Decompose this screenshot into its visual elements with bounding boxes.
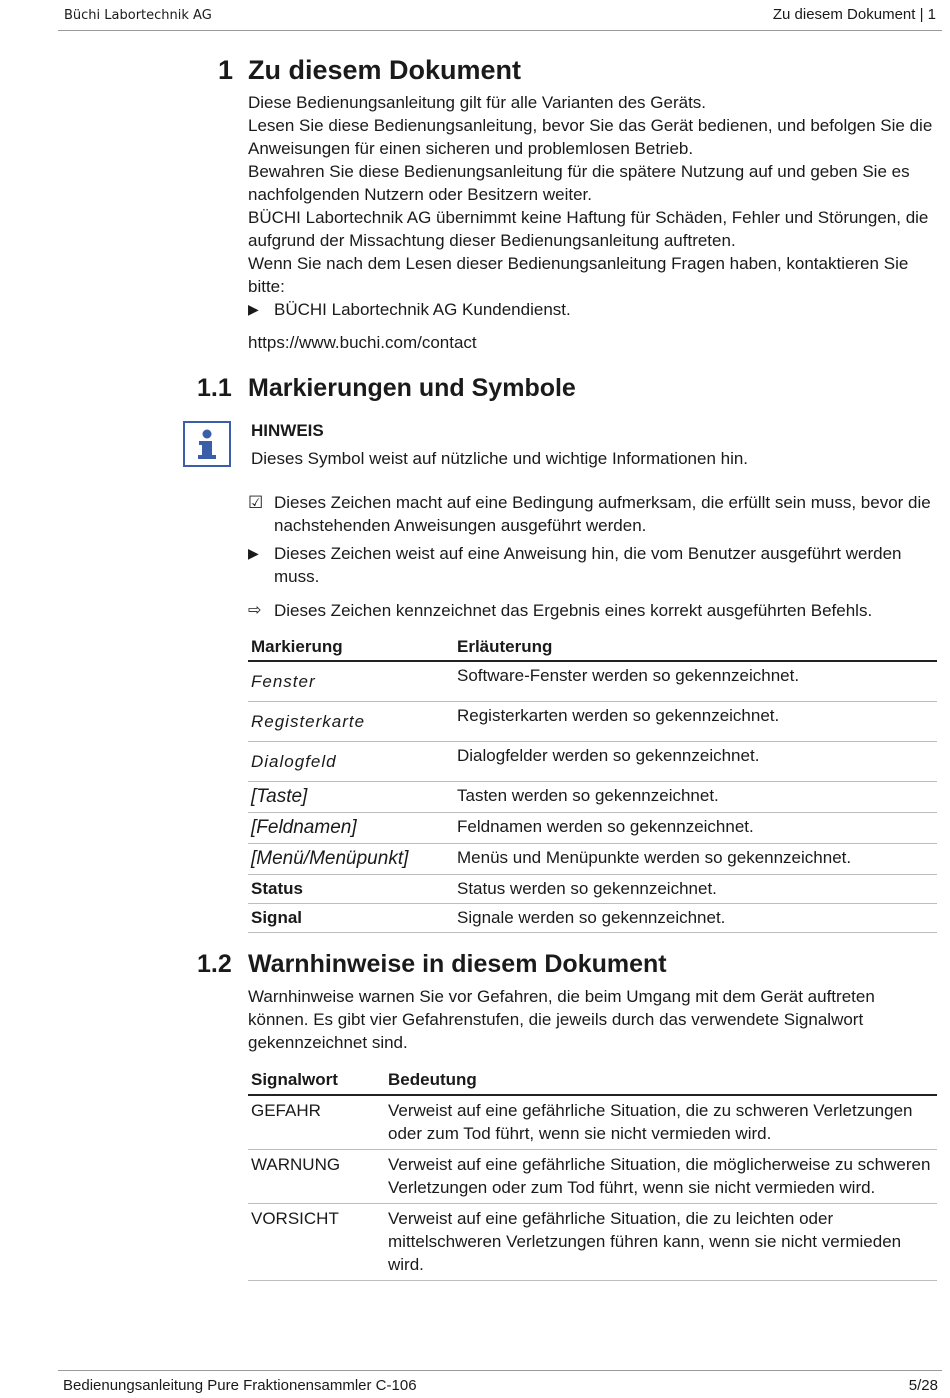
- section-1-title: Zu diesem Dokument: [248, 55, 522, 85]
- marking-cell: [Taste]: [251, 786, 308, 807]
- page-header: [58, 0, 942, 31]
- footer-document-title: Bedienungsanleitung Pure Fraktionensammler C-106: [63, 1377, 417, 1394]
- table-row: [248, 782, 937, 813]
- table-header-row: [248, 633, 937, 661]
- section-1-2-number: 1.2: [197, 950, 232, 978]
- explanation-cell: Registerkarten werden so gekennzeichnet.: [454, 702, 937, 742]
- instruction-text: Dieses Zeichen weist auf eine Anweisung hin, die vom Benutzer ausgeführt werden muss.: [274, 544, 902, 586]
- condition-text: Dieses Zeichen macht auf eine Bedingung aufmerksam, die erfüllt sein muss, bevor die nachstehenden Anweisungen ausgeführt werden.: [274, 493, 931, 535]
- table-row: [248, 844, 937, 875]
- marking-cell: Signal: [248, 904, 454, 933]
- instruction-row: [248, 542, 938, 588]
- table-row: [248, 1150, 937, 1204]
- instruction-arrow-icon: ▶: [248, 301, 259, 317]
- header-company: Büchi Labortechnik AG: [64, 8, 212, 23]
- condition-row: [248, 491, 938, 537]
- table-row: [248, 875, 937, 904]
- meaning-cell: Verweist auf eine gefährliche Situation, die zu schweren Verletzungen oder zum Tod führt, wenn sie nicht vermieden wird.: [385, 1095, 937, 1150]
- marking-cell: Fenster: [251, 672, 316, 691]
- marking-cell: Status: [248, 875, 454, 904]
- explanation-cell: Dialogfelder werden so gekennzeichnet.: [454, 742, 937, 782]
- result-text: Dieses Zeichen kennzeichnet das Ergebnis eines korrekt ausgeführten Befehls.: [274, 601, 873, 620]
- table-row: [248, 1095, 937, 1150]
- explanation-cell: Software-Fenster werden so gekennzeichnet.: [454, 661, 937, 702]
- signal-word-cell: WARNUNG: [248, 1150, 385, 1204]
- header-section: Zu diesem Dokument | 1: [772, 6, 936, 23]
- signal-words-table: [248, 1065, 937, 1281]
- table-row: [248, 904, 937, 933]
- explanation-cell: Status werden so gekennzeichnet.: [454, 875, 937, 904]
- table-header: Markierung: [248, 633, 454, 661]
- table-row: [248, 661, 937, 702]
- info-icon: [183, 421, 231, 467]
- marking-cell: [Feldnamen]: [251, 817, 357, 838]
- marking-cell: Dialogfeld: [251, 752, 337, 771]
- explanation-cell: Feldnamen werden so gekennzeichnet.: [454, 813, 937, 844]
- page-footer: [58, 1370, 942, 1398]
- section-1-paragraph: Lesen Sie diese Bedienungsanleitung, bevor Sie das Gerät bedienen, und befolgen Sie die Anweisungen für einen sicheren und problemlosen Betrieb.: [248, 116, 933, 158]
- explanation-cell: Tasten werden so gekennzeichnet.: [454, 782, 937, 813]
- meaning-cell: Verweist auf eine gefährliche Situation, die möglicherweise zu schweren Verletzungen oder zum Tod führt, wenn sie nicht vermieden wird.: [385, 1150, 937, 1204]
- signal-word-cell: GEFAHR: [248, 1095, 385, 1150]
- section-1-number: 1: [218, 55, 234, 85]
- table-header-row: [248, 1065, 937, 1095]
- marking-cell: [Menü/Menüpunkt]: [251, 848, 409, 869]
- table-header: Erläuterung: [454, 633, 937, 661]
- meaning-cell: Verweist auf eine gefährliche Situation, die zu leichten oder mittelschweren Verletzungen führen kann, wenn sie nicht vermieden wird.: [385, 1204, 937, 1281]
- checkbox-icon: ☑: [248, 493, 264, 512]
- explanation-cell: Menüs und Menüpunkte werden so gekennzeichnet.: [454, 844, 937, 875]
- instruction-arrow-icon: ▶: [248, 545, 259, 561]
- markings-table: [248, 633, 937, 933]
- table-row: [248, 1204, 937, 1281]
- section-1-1-title: Markierungen und Symbole: [248, 374, 576, 402]
- section-1-paragraph: Diese Bedienungsanleitung gilt für alle Varianten des Geräts.: [248, 93, 707, 112]
- result-arrow-icon: ⇨: [248, 602, 262, 619]
- footer-page-number: 5/28: [908, 1377, 938, 1394]
- section-1-paragraph: BÜCHI Labortechnik AG übernimmt keine Haftung für Schäden, Fehler und Störungen, die aufgrund der Missachtung dieser Bedienungsanleitung auftreten.: [248, 208, 929, 250]
- note-title: HINWEIS: [251, 421, 324, 440]
- table-header: Signalwort: [248, 1065, 385, 1095]
- section-1-2-intro: Warnhinweise warnen Sie vor Gefahren, die beim Umgang mit dem Gerät auftreten können. Es gibt vier Gefahrenstufen, die jeweils durch das verwendete Signalwort gekennzeichnet sind.: [248, 987, 875, 1052]
- table-header: Bedeutung: [385, 1065, 937, 1095]
- contact-bullet-text: BÜCHI Labortechnik AG Kundendienst.: [274, 300, 571, 319]
- contact-bullet: [248, 298, 938, 321]
- marking-cell: Registerkarte: [251, 712, 366, 731]
- signal-word-cell: VORSICHT: [248, 1204, 385, 1281]
- section-1-1-number: 1.1: [197, 374, 232, 402]
- explanation-cell: Signale werden so gekennzeichnet.: [454, 904, 937, 933]
- result-row: [248, 599, 938, 622]
- table-row: [248, 702, 937, 742]
- note-text: Dieses Symbol weist auf nützliche und wichtige Informationen hin.: [251, 449, 749, 468]
- table-row: [248, 813, 937, 844]
- table-row: [248, 742, 937, 782]
- contact-url: https://www.buchi.com/contact: [248, 333, 477, 352]
- section-1-paragraph: Bewahren Sie diese Bedienungsanleitung für die spätere Nutzung auf und geben Sie es nachfolgenden Nutzern oder Besitzern weiter.: [248, 162, 910, 204]
- section-1-paragraph: Wenn Sie nach dem Lesen dieser Bedienungsanleitung Fragen haben, kontaktieren Sie bitte:: [248, 254, 909, 296]
- section-1-2-title: Warnhinweise in diesem Dokument: [248, 950, 667, 978]
